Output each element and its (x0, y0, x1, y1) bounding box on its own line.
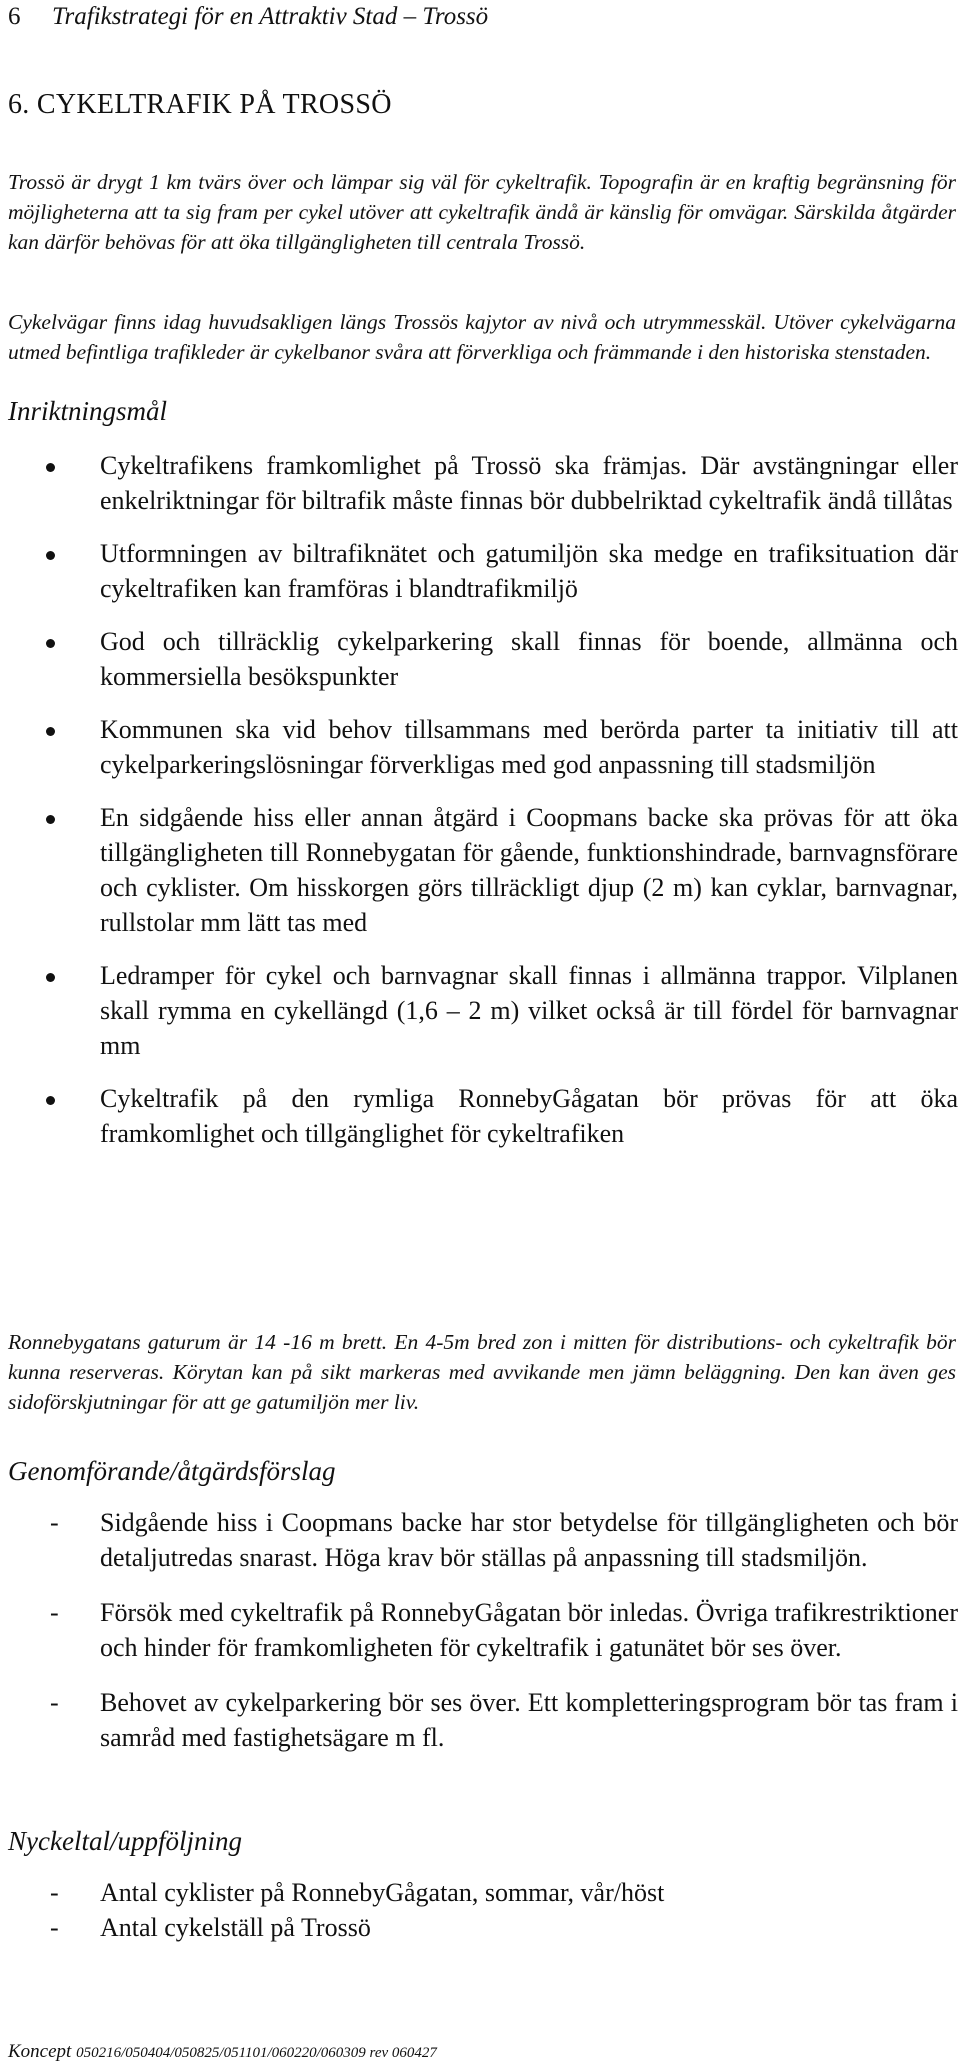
implementation-list (8, 1505, 958, 1775)
goal-text: Ledramper för cykel och barnvagnar skall finnas i allmänna trappor. Vilplanen skall rymma en cykellängd (1,6 – 2 m) vilket också är till fördel för barnvagnar mm (100, 961, 958, 1060)
page-footer (8, 2040, 437, 2065)
goal-item (8, 958, 958, 1063)
street-note: Ronnebygatans gaturum är 14 -16 m brett. En 4-5m bred zon i mitten för distributions- och cykeltrafik bör kunna reserveras. Körytan kan på sikt markeras med avvikande men jämn beläggning. Den kan även ges sidoförskjutningar för att ge gatumiljön mer liv. (8, 1329, 956, 1414)
implementation-item (8, 1685, 958, 1755)
bullet-icon (46, 551, 55, 560)
footer-label: Koncept (8, 2041, 72, 2062)
header-title: Trafikstrategi för en Attraktiv Stad – Trossö (52, 3, 489, 30)
goal-text: Cykeltrafikens framkomlighet på Trossö ska främjas. Där avstängningar eller enkelriktningar för biltrafik måste finnas bör dubbelriktad cykeltrafik ändå tillåtas (100, 451, 958, 515)
dash-marker: - (50, 1688, 59, 1717)
dash-marker: - (50, 1508, 59, 1537)
goal-text: Kommunen ska vid behov tillsammans med berörda parter ta initiativ till att cykelparkeringslösningar förverkligas med god anpassning till stadsmiljön (100, 715, 958, 779)
bullet-icon (46, 1096, 55, 1105)
bullet-icon (46, 639, 55, 648)
goal-item (8, 712, 958, 782)
page-number: 6 (8, 3, 21, 30)
goal-item (8, 800, 958, 940)
key-figures-list (8, 1875, 958, 1945)
implementation-text: Behovet av cykelparkering bör ses över. Ett kompletteringsprogram bör tas fram i samråd med fastighetsägare m fl. (100, 1688, 958, 1752)
implementation-text: Sidgående hiss i Coopmans backe har stor betydelse för tillgängligheten och bör detaljutredas snarast. Höga krav bör ställas på anpassning till stadsmiljön. (100, 1508, 958, 1572)
intro-paragraph-2: Cykelvägar finns idag huvudsakligen längs Trossös kajytor av nivå och utrymmesskäl. Utöver cykelvägarna utmed befintliga trafikleder är cykelbanor svåra att förverkliga och främmande i den historiska stenstaden. (8, 309, 956, 364)
implementation-heading: Genomförande/åtgärdsförslag (8, 1456, 336, 1486)
dash-marker: - (50, 1878, 59, 1907)
goal-item (8, 448, 958, 518)
bullet-icon (46, 727, 55, 736)
goals-heading: Inriktningsmål (8, 396, 167, 426)
dash-marker: - (50, 1913, 59, 1942)
chapter-title: 6. CYKELTRAFIK PÅ TROSSÖ (8, 89, 392, 120)
implementation-item (8, 1505, 958, 1575)
key-figure-item (8, 1875, 958, 1910)
key-figure-item (8, 1910, 958, 1945)
implementation-text: Försök med cykeltrafik på RonnebyGågatan bör inledas. Övriga trafikrestriktioner och hinder för framkomligheten för cykeltrafik i gatunätet bör ses över. (100, 1598, 958, 1662)
key-figures-heading: Nyckeltal/uppföljning (8, 1826, 242, 1856)
footer-revision: 050216/050404/050825/051101/060220/060309 rev 060427 (76, 2045, 437, 2061)
intro-paragraph-1: Trossö är drygt 1 km tvärs över och lämpar sig väl för cykeltrafik. Topografin är en kraftig begränsning för möjligheterna att ta sig fram per cykel utöver att cykeltrafik ändå är känslig för omvägar. Särskilda åtgärder kan därför behövas för att öka tillgängligheten till centrala Trossö. (8, 169, 956, 254)
key-figure-text: Antal cykelställ på Trossö (100, 1913, 371, 1942)
goal-text: Cykeltrafik på den rymliga RonnebyGågatan bör prövas för att öka framkomlighet och tillgänglighet för cykeltrafiken (100, 1084, 958, 1148)
goal-text: En sidgående hiss eller annan åtgärd i Coopmans backe ska prövas för att öka tillgängligheten till Ronnebygatan för gående, funktionshindrade, barnvagnsförare och cyklister. Om hisskorgen görs tillräckligt djup (2 m) kan cyklar, barnvagnar, rullstolar mm lätt tas med (100, 803, 958, 937)
goals-list (8, 448, 958, 1169)
dash-marker: - (50, 1598, 59, 1627)
goal-item (8, 624, 958, 694)
goal-item (8, 536, 958, 606)
bullet-icon (46, 463, 55, 472)
goal-item (8, 1081, 958, 1151)
implementation-item (8, 1595, 958, 1665)
key-figure-text: Antal cyklister på RonnebyGågatan, sommar, vår/höst (100, 1878, 665, 1907)
goal-text: Utformningen av biltrafiknätet och gatumiljön ska medge en trafiksituation där cykeltrafiken kan framföras i blandtrafikmiljö (100, 539, 958, 603)
goal-text: God och tillräcklig cykelparkering skall finnas för boende, allmänna och kommersiella besökspunkter (100, 627, 958, 691)
bullet-icon (46, 973, 55, 982)
bullet-icon (46, 815, 55, 824)
